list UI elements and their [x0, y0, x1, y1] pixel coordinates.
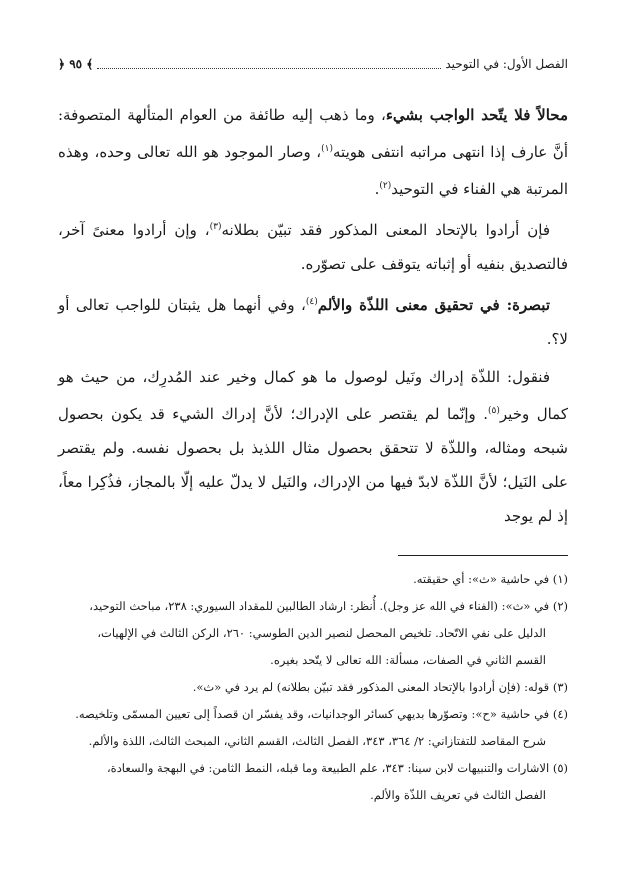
main-text — [58, 98, 568, 533]
paragraph-text: ، وفي أنهما هل يثبتان للواجب تعالى أو لا؟. — [58, 296, 568, 348]
paragraph-4 — [58, 360, 568, 533]
footnote-line: شرح المقاصد للتفتازاني: ٢/ ٣٦٤، ٣٤٣، الفصل الثالث، القسم الثاني، المبحث الثالث، اللذة والألم. — [88, 734, 546, 748]
footnote-line: القسم الثاني في الصفات، مسألة: الله تعالى لا يتّحد بغيره. — [270, 653, 546, 667]
bold-phrase: محالاً فلا يتّحد الواجب بشيء — [385, 106, 568, 124]
page-number: ﴾ ٩٥ ﴿ — [58, 57, 94, 71]
footnote-line: (٥) الاشارات والتنبيهات لابن سينا: ٣٤٣، علم الطبيعة وما قبله، النمط الثامن: في البهجة والسعادة، — [106, 761, 568, 775]
paragraph-text: ، وصار الموجود هو الله تعالى وحده، وهذه المرتبة هي الفناء في التوحيد — [58, 143, 568, 198]
footnote-separator — [398, 555, 568, 556]
footnote-4 — [58, 701, 568, 728]
footnote-ref-2[interactable]: (٢) — [379, 181, 392, 191]
footnote-5-cont — [58, 782, 568, 809]
footnote-ref-5[interactable]: (٥) — [488, 406, 500, 416]
footnote-2 — [58, 593, 568, 620]
footnote-ref-4[interactable]: (٤) — [305, 297, 318, 307]
running-header — [58, 52, 568, 76]
paragraph-1 — [58, 98, 568, 206]
paragraph-text: فإن أرادوا بالإتحاد المعنى المذكور فقد تبيّن بطلانه — [221, 221, 550, 239]
paragraph-text: ، وإن أرادوا معنىً آخر، فالتصديق بنفيه أو إثباته يتوقف على تصوّره. — [58, 221, 568, 273]
footnote-1 — [58, 566, 568, 593]
footnote-2-cont — [58, 620, 568, 647]
footnote-5 — [58, 755, 568, 782]
paragraph-text: . وإنّما لم يقتصر على الإدراك؛ لأنَّ إدراك الشيء قد يكون بحصول شبحه ومثاله، واللذّة لا تتحقق بحصول مثال اللذيذ بل بحصول نفسه. ولم يقتصر على النَيل؛ لأنَّ اللذّة لابدّ فيها من الإدراك، والنَيل لا يدلّ عليه إلّا بالمجاز، فذُكِرا معاً، إذ لم يوجد — [58, 405, 568, 525]
section-heading: تبصرة: في تحقيق معنى اللذّة والألم — [317, 296, 550, 314]
section-heading-paragraph — [58, 285, 568, 356]
document-page — [58, 52, 568, 809]
footnote-2-cont — [58, 647, 568, 674]
footnote-line: الدليل على نفي الاتّحاد. تلخيص المحصل لنصير الدين الطوسي: ٢٦٠، الركن الثالث في الإلهيات، — [97, 626, 546, 640]
header-dotted-leader — [97, 60, 441, 69]
chapter-title: الفصل الأول: في التوحيد — [445, 57, 568, 71]
footnote-4-cont — [58, 728, 568, 755]
footnote-ref-3[interactable]: (٣) — [209, 222, 222, 232]
footnote-line: (٤) في حاشية «ح»: وتصوّرها بديهي كسائر الوجدانيات، وقد يفسّر ان قصداً إلى تعيين المسمّى وتلخيصه. — [75, 707, 568, 721]
paragraph-text: . — [374, 180, 380, 198]
footnote-3 — [58, 674, 568, 701]
footnote-ref-1[interactable]: (١) — [321, 144, 334, 154]
paragraph-text: ، وما ذهب إليه طائفة من العوام المتألهة المتصوفة: أنَّ عارف إذا انتهى مراتبه انتفى هويته — [58, 106, 568, 161]
paragraph-text: فنقول: اللذّة إدراك ونَيل لوصول ما هو كمال وخير عند المُدرِك، من حيث هو كمال وخير — [58, 368, 568, 423]
footnote-line: الفصل الثالث في تعريف اللذّة والألم. — [370, 788, 546, 802]
footnote-line: (٢) في «ث»: (الفناء في الله عز وجل). أُنظر: ارشاد الطالبين للمقداد السيوري: ٢٣٨، مباحث التوحيد، — [89, 599, 568, 613]
footnotes — [58, 566, 568, 809]
paragraph-2 — [58, 210, 568, 281]
footnote-line: (٣) قوله: (فإن أرادوا بالإتحاد المعنى المذكور فقد تبيّن بطلانه) لم يرد في «ث». — [192, 680, 568, 694]
footnote-line: (١) في حاشية «ث»: أي حقيقته. — [413, 572, 568, 586]
